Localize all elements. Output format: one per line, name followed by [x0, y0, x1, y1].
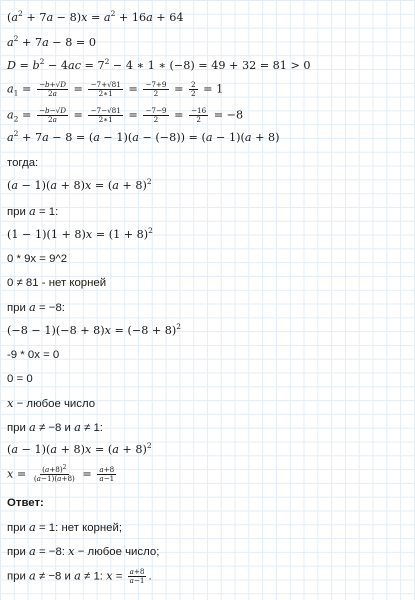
- factorization-line: $a^2 + 7a - 8 = (a - 1)(a - (-8)) = (a - 1)(a + 8)$: [7, 129, 280, 144]
- answer-line: при a ≠ −8 и a ≠ 1: x = $\frac{a+8}{a-1}$ .: [7, 567, 152, 585]
- equation-line: -9 * 0x = 0: [7, 349, 60, 361]
- case-heading: при a = 1:: [7, 204, 59, 218]
- answer-line: при a = 1: нет корней;: [7, 520, 123, 534]
- text-line: тогда:: [7, 157, 39, 169]
- case-heading: при a ≠ −8 и a ≠ 1:: [7, 420, 103, 434]
- equation-line: 0 = 0: [7, 373, 33, 385]
- equation-line: $(1 - 1)(1 + 8)x = (1 + 8)^2$: [7, 226, 153, 241]
- text-line: 0 ≠ 81 - нет корней: [7, 277, 107, 289]
- equation-line: 0 * 9x = 9^2: [7, 253, 68, 265]
- root-a1-line: $a_1$ = $\frac{-b+√D}{2a}$ = $\frac{-7+√81}{2∗1}$ = $\frac{-7+9}{2}$ = $\frac{2}{2}$ = 1: [7, 80, 224, 98]
- discriminant-line: $D = b^2 - 4ac = 7^2 - 4$ ∗ 1 ∗ (−8) = 49 + 32 = 81 > 0: [7, 57, 311, 72]
- case-heading: при a = −8:: [7, 300, 65, 314]
- solution-line: x = $\frac{(a+8)^2}{(a-1)(a+8)}$ = $\frac{a+8}{a-1}$: [7, 464, 115, 483]
- equation-line: $(a^2 + 7a - 8)x = a^2 + 16a + 64$: [7, 9, 184, 24]
- equation-line: $(a - 1)(a + 8)x = (a + 8)^2$: [7, 441, 152, 456]
- equation-line: $(a - 1)(a + 8)x = (a + 8)^2$: [7, 177, 152, 192]
- equation-line: $(-8 - 1)(-8 + 8)x = (-8 + 8)^2$: [7, 322, 182, 337]
- text-line: x − любое число: [7, 396, 96, 410]
- root-a2-line: $a_2$ = $\frac{-b-√D}{2a}$ = $\frac{-7-√81}{2∗1}$ = $\frac{-7-9}{2}$ = $\frac{-16}{2}$ = −8: [7, 106, 244, 124]
- answer-heading: Ответ:: [7, 497, 44, 509]
- answer-line: при a = −8: x − любое число;: [7, 544, 160, 558]
- equation-line: $a^2 + 7a - 8 = 0$: [7, 34, 96, 49]
